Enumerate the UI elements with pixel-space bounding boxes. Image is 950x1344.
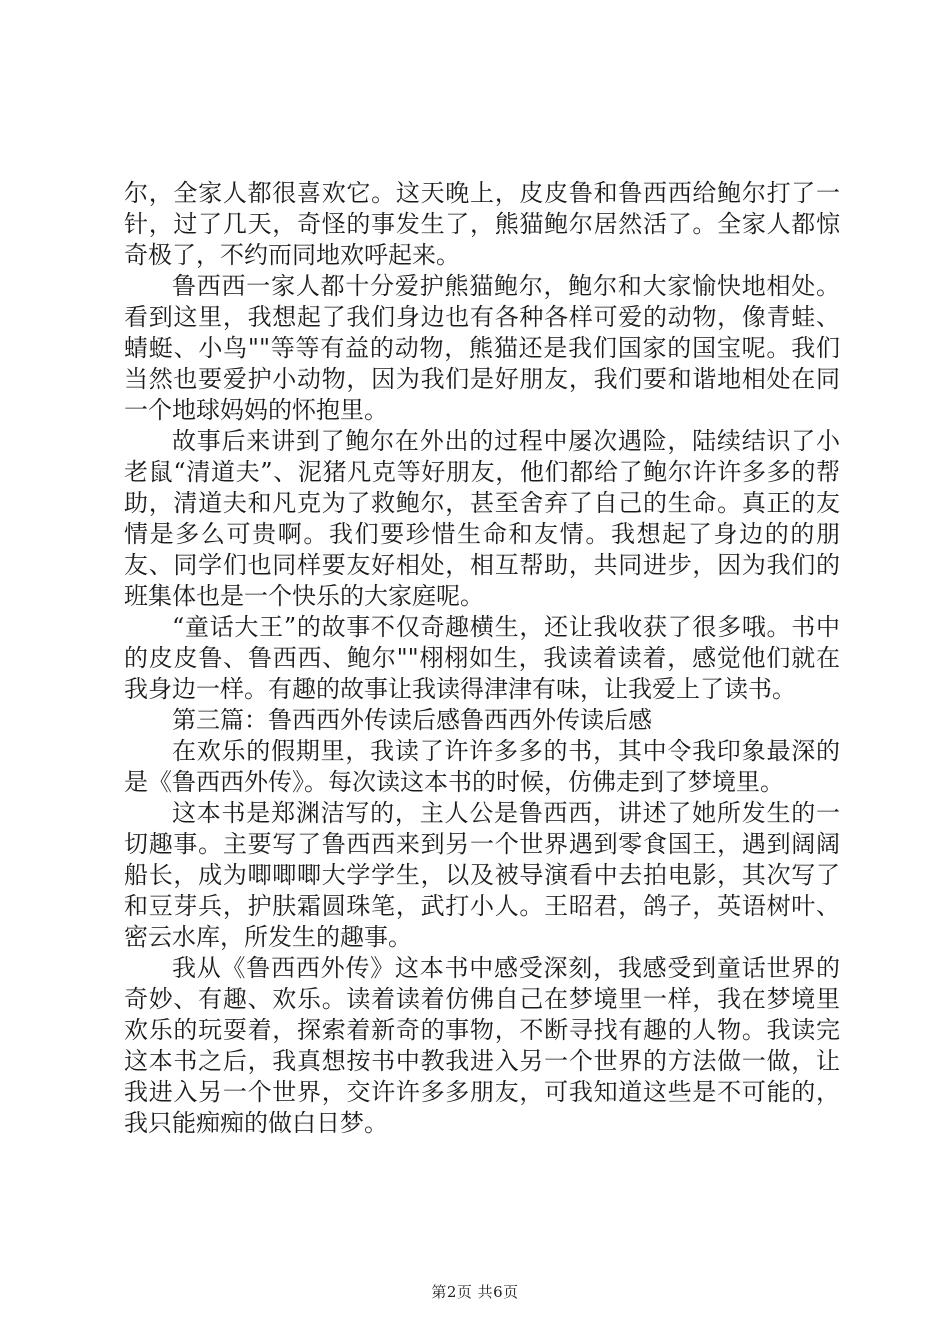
section-heading: 第三篇：鲁西西外传读后感鲁西西外传读后感 bbox=[172, 706, 652, 734]
document-body bbox=[124, 178, 840, 1139]
paragraph: 故事后来讲到了鲍尔在外出的过程中屡次遇险，陆续结识了小老鼠“清道夫”、泥猪凡克等好朋友，他们都给了鲍尔许许多多的帮助，清道夫和凡克为了救鲍尔，甚至舍弃了自己的生命。真正的友情是多么可贵啊。我们要珍惜生命和友情。我想起了身边的的朋友、同学们也同样要友好相处，相互帮助，共同进步，因为我们的班集体也是一个快乐的大家庭呢。 bbox=[124, 427, 840, 610]
paragraph: “童话大王”的故事不仅奇趣横生，还让我收获了很多哦。书中的皮皮鲁、鲁西西、鲍尔""栩栩如生，我读着读着，感觉他们就在我身边一样。有趣的故事让我读得津津有味，让我爱上了读书。 bbox=[124, 613, 840, 703]
paragraph: 鲁西西一家人都十分爱护熊猫鲍尔，鲍尔和大家愉快地相处。看到这里，我想起了我们身边也有各种各样可爱的动物，像青蛙、蜻蜓、小鸟""等等有益的动物，熊猫还是我们国家的国宝呢。我们当然也要爱护小动物，因为我们是好朋友，我们要和谐地相处在同一个地球妈妈的怀抱里。 bbox=[124, 272, 840, 424]
paragraph: 我从《鲁西西外传》这本书中感受深刻，我感受到童话世界的奇妙、有趣、欢乐。读着读着仿佛自己在梦境里一样，我在梦境里欢乐的玩耍着，探索着新奇的事物，不断寻找有趣的人物。我读完这本书之后，我真想按书中教我进入另一个世界的方法做一做，让我进入另一个世界，交许许多多朋友，可我知道这些是不可能的，我只能痴痴的做白日梦。 bbox=[124, 954, 840, 1137]
page-number-footer: 第2页 共6页 bbox=[431, 1283, 519, 1301]
paragraph-continuation: 尔，全家人都很喜欢它。这天晚上，皮皮鲁和鲁西西给鲍尔打了一针，过了几天，奇怪的事发生了，熊猫鲍尔居然活了。全家人都惊奇极了，不约而同地欢呼起来。 bbox=[124, 179, 840, 269]
paragraph: 这本书是郑渊洁写的，主人公是鲁西西，讲述了她所发生的一切趣事。主要写了鲁西西来到另一个世界遇到零食国王，遇到阔阔船长，成为唧唧唧大学学生，以及被导演看中去拍电影，其次写了和豆芽兵，护肤霜圆珠笔，武打小人。王昭君，鸽子，英语树叶、密云水库，所发生的趣事。 bbox=[124, 799, 840, 951]
paragraph: 在欢乐的假期里，我读了许许多多的书，其中令我印象最深的是《鲁西西外传》。每次读这本书的时候，仿佛走到了梦境里。 bbox=[124, 737, 840, 796]
